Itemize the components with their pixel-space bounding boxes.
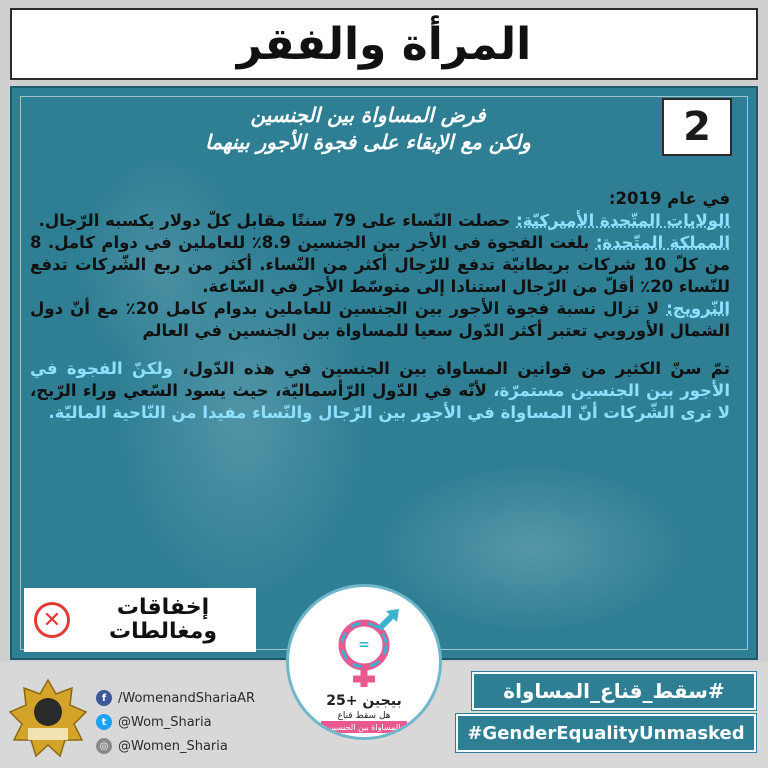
subtitle-line-1: فرض المساواة بين الجنسين [250,103,486,127]
uk-label: المملكة المتّحدة: [595,233,730,252]
conclusion-highlight-2: لا ترى الشّركات أنّ المساواة في الأجور بين الرّجال والنّساء مفيدا من النّاحية الماليّة. [48,403,730,422]
twitter-handle: @Wom_Sharia [118,714,212,730]
hashtag-english[interactable]: #GenderEqualityUnmasked [456,714,756,752]
star-seal-icon [8,678,88,758]
instagram-handle: @Women_Sharia [118,738,228,754]
norway-label: النّرويج: [666,299,730,318]
norway-paragraph [30,298,730,342]
usa-text: حصلت النّساء على 79 سنتًا مقابل كلّ دولار يكسبه الرّجال. [38,211,517,230]
women-and-sharia-logo [8,678,88,758]
facebook-icon: f [96,690,112,706]
badge-text [70,596,256,644]
subtitle-line-2: ولكن مع الإبقاء على فجوة الأجور بينهما [205,130,531,154]
gender-symbol-icon [289,587,439,737]
logo-line-1: بيجين +25 [326,693,402,709]
logo-line-3: المساواة بين الجنسين [327,723,401,732]
body-text [30,188,730,424]
page-title: المرأة والفقر [236,18,532,70]
social-links [96,688,296,760]
social-twitter[interactable] [96,712,296,732]
conclusion-text-b: لأنّه في الدّول الرّأسماليّة، حيث يسود السّعي وراء الرّبح، [30,381,494,400]
section-number: 2 [662,98,732,156]
uk-paragraph [30,232,730,298]
svg-text:=: = [358,637,370,653]
title-bar [10,8,758,80]
intro-line: في عام 2019: [608,189,730,208]
badge-line-2: ومغالطات [108,619,218,644]
failures-badge [24,588,256,652]
beijing-25-logo [286,584,442,740]
social-facebook[interactable] [96,688,296,708]
conclusion-highlight-1: ولكنّ الفجوة في الأجور بين الجنسين مستمرّة، [30,359,730,400]
social-instagram[interactable] [96,736,296,756]
content-panel [10,86,758,660]
close-x-icon: ✕ [34,602,70,638]
hashtag-arabic[interactable]: #سقط_قناع_المساواة [472,672,756,710]
logo-line-2: هل سقط قناع [337,711,391,721]
badge-line-1: إخفاقات [116,595,210,620]
usa-paragraph [30,210,730,232]
spacer [30,342,730,358]
section-subtitle [88,102,648,156]
twitter-icon: t [96,714,112,730]
conclusion-text-a: تمّ سنّ الكثير من قوانين المساواة بين الجنسين في هذه الدّول، [172,359,730,378]
usa-label: الولايات المتّحدة الأميركيّة: [516,211,730,230]
conclusion-paragraph [30,358,730,424]
facebook-handle: /WomenandShariaAR [118,690,256,706]
norway-text: لا تزال نسبة فجوة الأجور بين الجنسين للعاملين بدوام كامل 20٪ مع أنّ دول الشمال الأوروبي تعتبر أكثر الدّول سعيا للمساواة بين الجنسين في العالم [30,299,730,340]
uk-text: بلغت الفجوة في الأجر بين الجنسين 8.9٪ للعاملين في دوام كامل. 8 من كلّ 10 شركات بريطانيّة تدفع للرّجال أكثر من النّساء. أكثر من ربع الشّركات تدفع للنّساء 20٪ أقلّ من الرّجال استنادا إلى متوسّط الأجر في السّاعة. [30,233,730,296]
instagram-icon: ◎ [96,738,112,754]
